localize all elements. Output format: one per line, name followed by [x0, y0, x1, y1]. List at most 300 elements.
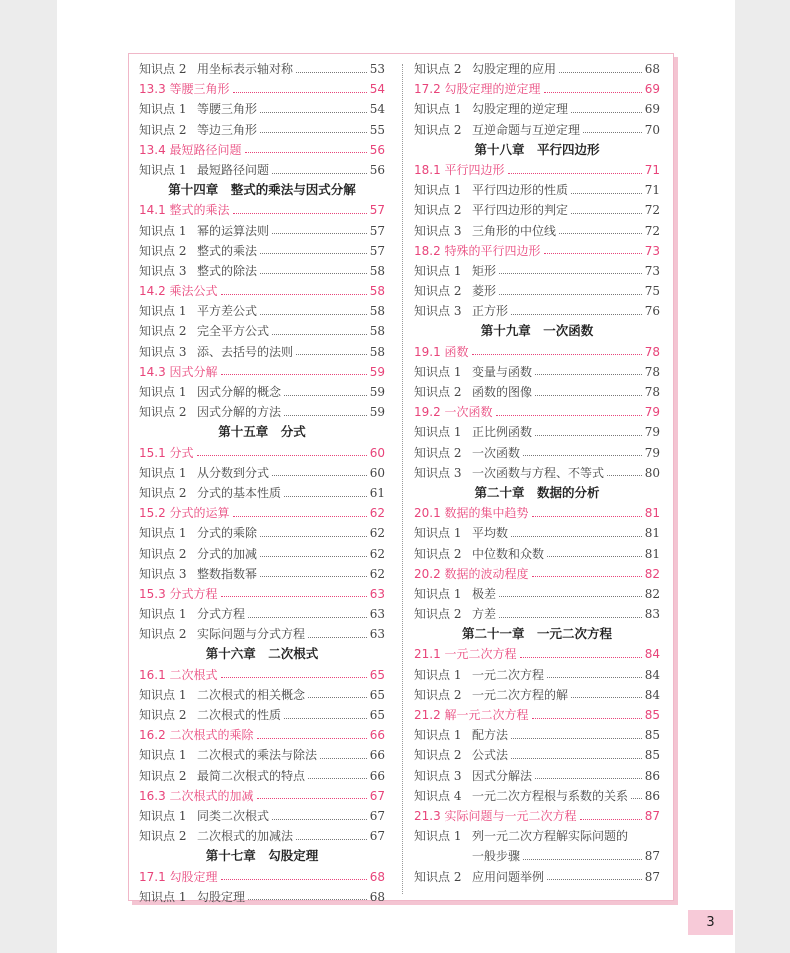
- toc-section-entry[interactable]: [139, 281, 385, 301]
- toc-knowledge-entry[interactable]: [414, 745, 660, 765]
- knowledge-title: 勾股定理: [197, 889, 246, 904]
- page-ref: 79: [644, 425, 660, 440]
- toc-knowledge-entry[interactable]: [414, 59, 660, 79]
- dot-leader: [221, 596, 367, 597]
- section-title: 15.2 分式的运算: [139, 506, 230, 521]
- toc-knowledge-entry[interactable]: [139, 321, 385, 341]
- page-ref: 59: [369, 385, 385, 399]
- knowledge-title: 函数的图像: [472, 385, 533, 399]
- page-number: 3: [688, 910, 733, 935]
- chapter-title: 第十六章 二次根式: [205, 646, 319, 662]
- toc-section-entry[interactable]: [414, 342, 660, 362]
- page-ref: 57: [369, 203, 385, 218]
- dot-leader: [248, 617, 367, 618]
- dot-leader: [535, 435, 642, 436]
- section-title: 17.1 勾股定理: [139, 869, 218, 884]
- page-ref: 80: [644, 465, 660, 480]
- dot-leader: [499, 617, 642, 618]
- toc-knowledge-entry[interactable]: [139, 402, 385, 422]
- toc-frame: [128, 53, 674, 904]
- knowledge-title: 正比例函数: [472, 425, 533, 440]
- knowledge-title-cont: 一般步骤: [472, 849, 521, 864]
- knowledge-title: 因式分解的概念: [197, 385, 282, 399]
- knowledge-label: 知识点 1: [414, 667, 462, 682]
- toc-knowledge-entry[interactable]: [139, 604, 385, 624]
- knowledge-title: 二次根式的乘法与除法: [197, 748, 318, 763]
- dot-leader: [547, 879, 642, 880]
- toc-knowledge-entry[interactable]: [139, 120, 385, 140]
- toc-section-entry[interactable]: [139, 362, 385, 382]
- dot-leader: [535, 395, 642, 396]
- knowledge-title: 变量与函数: [472, 364, 533, 379]
- toc-knowledge-entry[interactable]: [139, 564, 385, 584]
- page-ref: 81: [644, 506, 660, 521]
- knowledge-title: 同类二次根式: [197, 808, 270, 823]
- knowledge-title: 完全平方公式: [197, 324, 270, 339]
- knowledge-label: 知识点 1: [139, 385, 187, 399]
- dot-leader: [547, 677, 642, 678]
- toc-knowledge-entry[interactable]: [139, 624, 385, 644]
- knowledge-title: 用坐标表示轴对称: [197, 62, 294, 76]
- toc-knowledge-entry[interactable]: [414, 523, 660, 543]
- dot-leader: [559, 72, 642, 73]
- dot-leader: [571, 112, 642, 113]
- knowledge-label: 知识点 1: [139, 889, 187, 904]
- page-ref: 70: [644, 122, 660, 137]
- section-title: 21.3 实际问题与一元二次方程: [414, 808, 577, 823]
- knowledge-label: 知识点 1: [414, 183, 462, 198]
- dot-leader: [260, 132, 367, 133]
- toc-knowledge-entry[interactable]: [139, 382, 385, 402]
- dot-leader: [544, 92, 642, 93]
- knowledge-title: 平行四边形的判定: [472, 203, 569, 218]
- chapter-heading: [139, 422, 385, 442]
- chapter-heading: [139, 644, 385, 664]
- knowledge-label: 知识点 3: [139, 263, 187, 278]
- knowledge-title: 因式分解法: [472, 768, 533, 783]
- dot-leader: [308, 637, 367, 638]
- knowledge-title: 等边三角形: [197, 122, 258, 137]
- page-ref: 87: [644, 869, 660, 884]
- chapter-title: 第二十一章 一元二次方程: [461, 626, 612, 642]
- dot-leader: [221, 879, 367, 880]
- dot-leader: [272, 819, 367, 820]
- knowledge-title: 添、去括号的法则: [197, 344, 294, 359]
- dot-leader: [511, 738, 642, 739]
- section-title: 20.2 数据的波动程度: [414, 566, 529, 581]
- toc-knowledge-entry[interactable]: [414, 200, 660, 220]
- knowledge-label: 知识点 2: [414, 445, 462, 460]
- knowledge-label: 知识点 2: [139, 768, 187, 783]
- dot-leader: [284, 496, 367, 497]
- page-ref: 85: [644, 728, 660, 743]
- page-ref: 67: [369, 788, 385, 803]
- toc-section-entry[interactable]: [414, 241, 660, 261]
- dot-leader: [221, 677, 367, 678]
- knowledge-label: 知识点 2: [414, 122, 462, 137]
- page-ref: 68: [369, 889, 385, 904]
- dot-leader: [260, 112, 367, 113]
- dot-leader: [296, 839, 367, 840]
- dot-leader: [532, 718, 642, 719]
- dot-leader: [284, 395, 367, 396]
- dot-leader: [308, 697, 367, 698]
- dot-leader: [233, 213, 367, 214]
- knowledge-label: 知识点 2: [139, 708, 187, 722]
- toc-knowledge-entry[interactable]: [139, 826, 385, 846]
- toc-knowledge-entry[interactable]: [414, 685, 660, 705]
- knowledge-title: 从分数到分式: [197, 465, 270, 480]
- dot-leader: [571, 213, 642, 214]
- knowledge-title: 分式方程: [197, 607, 246, 622]
- knowledge-title: 中位数和众数: [472, 546, 545, 561]
- toc-knowledge-entry[interactable]: [414, 362, 660, 382]
- knowledge-title: 平行四边形的性质: [472, 183, 569, 198]
- knowledge-title: 等腰三角形: [197, 102, 258, 117]
- knowledge-label: 知识点 1: [414, 526, 462, 541]
- page-ref: 87: [644, 808, 660, 823]
- toc-knowledge-entry[interactable]: [139, 766, 385, 786]
- knowledge-label: 知识点 1: [414, 728, 462, 743]
- toc-section-entry[interactable]: [414, 564, 660, 584]
- toc-knowledge-entry[interactable]: [139, 99, 385, 119]
- knowledge-label: 知识点 1: [139, 808, 187, 823]
- dot-leader: [260, 253, 367, 254]
- dot-leader: [580, 819, 642, 820]
- knowledge-title: 二次根式的加减法: [197, 829, 294, 844]
- dot-leader: [511, 758, 642, 759]
- dot-leader: [296, 72, 367, 73]
- toc-knowledge-entry[interactable]: [139, 806, 385, 826]
- knowledge-title: 平方差公式: [197, 304, 258, 319]
- knowledge-label: 知识点 1: [414, 263, 462, 278]
- knowledge-title: 幂的运算法则: [197, 223, 270, 238]
- section-title: 18.2 特殊的平行四边形: [414, 243, 541, 258]
- knowledge-title: 配方法: [472, 728, 509, 743]
- section-title: 13.3 等腰三角形: [139, 82, 230, 97]
- toc-knowledge-entry[interactable]: [139, 59, 385, 79]
- page-ref: 66: [369, 768, 385, 783]
- page-ref: 83: [644, 607, 660, 622]
- page-ref: 58: [369, 263, 385, 278]
- page-ref: 85: [644, 708, 660, 722]
- knowledge-label: 知识点 1: [139, 607, 187, 622]
- chapter-heading: [139, 846, 385, 866]
- page-ref: 58: [369, 284, 385, 299]
- dot-leader: [257, 798, 367, 799]
- toc-knowledge-entry[interactable]: [414, 544, 660, 564]
- page-ref: 85: [644, 748, 660, 763]
- dot-leader: [523, 859, 642, 860]
- dot-leader: [272, 233, 367, 234]
- toc-section-entry[interactable]: [139, 443, 385, 463]
- knowledge-label: 知识点 1: [414, 364, 462, 379]
- knowledge-title: 极差: [472, 586, 497, 601]
- page-ref: 60: [369, 465, 385, 480]
- knowledge-title: 列一元二次方程解实际问题的: [472, 829, 629, 844]
- toc-knowledge-entry[interactable]: [414, 725, 660, 745]
- knowledge-label: 知识点 3: [414, 465, 462, 480]
- knowledge-title: 一次函数与方程、不等式: [472, 465, 605, 480]
- dot-leader: [296, 354, 367, 355]
- toc-knowledge-entry[interactable]: [139, 301, 385, 321]
- knowledge-title: 菱形: [472, 284, 497, 299]
- toc-knowledge-entry[interactable]: [414, 180, 660, 200]
- toc-knowledge-entry[interactable]: [414, 786, 660, 806]
- toc-section-entry[interactable]: [139, 140, 385, 160]
- knowledge-label: 知识点 1: [139, 526, 187, 541]
- toc-knowledge-entry[interactable]: [414, 584, 660, 604]
- page-ref: 62: [369, 566, 385, 581]
- toc-section-entry[interactable]: [139, 79, 385, 99]
- toc-knowledge-entry[interactable]: [414, 867, 660, 887]
- knowledge-label: 知识点 2: [414, 62, 462, 76]
- knowledge-title: 一元二次方程: [472, 667, 545, 682]
- toc-knowledge-entry[interactable]: [139, 544, 385, 564]
- toc-knowledge-entry[interactable]: [414, 120, 660, 140]
- knowledge-label: 知识点 1: [139, 304, 187, 319]
- toc-knowledge-entry[interactable]: [414, 604, 660, 624]
- dot-leader: [511, 314, 642, 315]
- page-ref: 62: [369, 506, 385, 521]
- knowledge-title: 分式的加减: [197, 546, 258, 561]
- toc-knowledge-entry[interactable]: [139, 241, 385, 261]
- knowledge-label: 知识点 1: [414, 102, 462, 117]
- dot-leader: [496, 415, 642, 416]
- toc-knowledge-entry[interactable]: [139, 745, 385, 765]
- toc-section-entry[interactable]: [139, 200, 385, 220]
- section-title: 18.1 平行四边形: [414, 162, 505, 177]
- knowledge-title: 分式的基本性质: [197, 485, 282, 500]
- knowledge-label: 知识点 2: [139, 627, 187, 642]
- page-ref: 59: [369, 405, 385, 420]
- knowledge-title: 分式的乘除: [197, 526, 258, 541]
- knowledge-title: 三角形的中位线: [472, 223, 557, 238]
- knowledge-label: 知识点 2: [139, 546, 187, 561]
- page-ref: 72: [644, 223, 660, 238]
- page-ref: 66: [369, 728, 385, 743]
- toc-knowledge-entry[interactable]: [414, 281, 660, 301]
- knowledge-title: 公式法: [472, 748, 509, 763]
- knowledge-title: 因式分解的方法: [197, 405, 282, 420]
- knowledge-title: 最简二次根式的特点: [197, 768, 306, 783]
- knowledge-title: 二次根式的相关概念: [197, 687, 306, 702]
- chapter-title: 第十四章 整式的乘法与因式分解: [168, 182, 356, 198]
- dot-leader: [523, 455, 642, 456]
- section-title: 14.1 整式的乘法: [139, 203, 230, 218]
- page-ref: 69: [644, 102, 660, 117]
- toc-section-entry[interactable]: [414, 806, 660, 826]
- toc-section-entry[interactable]: [139, 725, 385, 745]
- page-ref: 84: [644, 647, 660, 662]
- knowledge-label: 知识点 1: [414, 425, 462, 440]
- dot-leader: [257, 738, 367, 739]
- toc-knowledge-entry[interactable]: [139, 705, 385, 725]
- page-ref: 58: [369, 344, 385, 359]
- page-ref: 87: [644, 849, 660, 864]
- toc-section-entry[interactable]: [139, 786, 385, 806]
- page-ref: 67: [369, 829, 385, 844]
- page-ref: 78: [644, 385, 660, 399]
- knowledge-label: 知识点 2: [414, 203, 462, 218]
- dot-leader: [472, 354, 642, 355]
- page-ref: 58: [369, 324, 385, 339]
- page-ref: 57: [369, 223, 385, 238]
- knowledge-title: 实际问题与分式方程: [197, 627, 306, 642]
- page-ref: 57: [369, 243, 385, 258]
- knowledge-title: 整式的除法: [197, 263, 258, 278]
- section-title: 14.2 乘法公式: [139, 284, 218, 299]
- knowledge-label: 知识点 2: [414, 546, 462, 561]
- toc-knowledge-entry[interactable]: [414, 382, 660, 402]
- knowledge-title: 应用问题举例: [472, 869, 545, 884]
- toc-section-entry[interactable]: [414, 644, 660, 664]
- dot-leader: [511, 536, 642, 537]
- toc-knowledge-entry-cont[interactable]: [414, 846, 660, 866]
- page-ref: 86: [644, 788, 660, 803]
- dot-leader: [260, 314, 367, 315]
- knowledge-label: 知识点 1: [139, 162, 187, 177]
- knowledge-label: 知识点 2: [139, 485, 187, 500]
- toc-knowledge-entry[interactable]: [414, 99, 660, 119]
- toc-section-entry[interactable]: [139, 665, 385, 685]
- toc-knowledge-entry[interactable]: [414, 301, 660, 321]
- toc-section-entry[interactable]: [414, 503, 660, 523]
- toc-section-entry[interactable]: [139, 584, 385, 604]
- toc-knowledge-entry[interactable]: [414, 221, 660, 241]
- toc-knowledge-entry[interactable]: [139, 342, 385, 362]
- page-ref: 73: [644, 263, 660, 278]
- section-title: 16.2 二次根式的乘除: [139, 728, 254, 743]
- knowledge-label: 知识点 1: [139, 102, 187, 117]
- page-ref: 81: [644, 546, 660, 561]
- toc-section-entry[interactable]: [139, 867, 385, 887]
- dot-leader: [520, 657, 642, 658]
- dot-leader: [508, 173, 642, 174]
- dot-leader: [272, 475, 367, 476]
- page-ref: 63: [369, 586, 385, 601]
- dot-leader: [248, 899, 367, 900]
- toc-section-entry[interactable]: [414, 160, 660, 180]
- toc-knowledge-entry[interactable]: [139, 523, 385, 543]
- dot-leader: [631, 798, 642, 799]
- dot-leader: [532, 516, 642, 517]
- page-ref: 55: [369, 122, 385, 137]
- page-ref: 54: [369, 82, 385, 97]
- toc-knowledge-entry[interactable]: [139, 261, 385, 281]
- toc-knowledge-entry[interactable]: [414, 463, 660, 483]
- knowledge-title: 矩形: [472, 263, 497, 278]
- knowledge-label: 知识点 2: [414, 284, 462, 299]
- toc-section-entry[interactable]: [139, 503, 385, 523]
- page-ref: 60: [369, 445, 385, 460]
- dot-leader: [308, 778, 367, 779]
- dot-leader: [284, 718, 367, 719]
- page-ref: 84: [644, 687, 660, 702]
- knowledge-title: 二次根式的性质: [197, 708, 282, 722]
- toc-knowledge-entry[interactable]: [139, 483, 385, 503]
- knowledge-label: 知识点 2: [139, 324, 187, 339]
- knowledge-title: 正方形: [472, 304, 509, 319]
- dot-leader: [547, 556, 642, 557]
- toc-knowledge-entry[interactable]: [139, 160, 385, 180]
- dot-leader: [260, 556, 367, 557]
- knowledge-label: 知识点 3: [414, 223, 462, 238]
- toc-knowledge-entry[interactable]: [414, 443, 660, 463]
- chapter-heading: [414, 321, 660, 341]
- section-title: 16.3 二次根式的加减: [139, 788, 254, 803]
- page-ref: 68: [369, 869, 385, 884]
- knowledge-label: 知识点 2: [139, 62, 187, 76]
- chapter-heading: [414, 483, 660, 503]
- page-ref: 63: [369, 607, 385, 622]
- page-ref: 68: [644, 62, 660, 76]
- knowledge-title: 方差: [472, 607, 497, 622]
- dot-leader: [272, 173, 367, 174]
- knowledge-label: 知识点 2: [139, 405, 187, 420]
- toc-knowledge-entry[interactable]: [139, 463, 385, 483]
- page-ref: 65: [369, 687, 385, 702]
- toc-knowledge-entry[interactable]: [414, 665, 660, 685]
- knowledge-title: 互逆命题与互逆定理: [472, 122, 581, 137]
- dot-leader: [535, 778, 642, 779]
- dot-leader: [499, 294, 642, 295]
- knowledge-label: 知识点 2: [414, 607, 462, 622]
- chapter-heading: [414, 140, 660, 160]
- chapter-title: 第十五章 分式: [218, 424, 306, 440]
- knowledge-title: 一元二次方程根与系数的关系: [472, 788, 629, 803]
- section-title: 15.3 分式方程: [139, 586, 218, 601]
- toc-section-entry[interactable]: [414, 402, 660, 422]
- dot-leader: [607, 475, 642, 476]
- dot-leader: [233, 92, 367, 93]
- dot-leader: [320, 758, 367, 759]
- knowledge-label: 知识点 1: [139, 687, 187, 702]
- section-title: 20.1 数据的集中趋势: [414, 506, 529, 521]
- toc-knowledge-entry[interactable]: [414, 766, 660, 786]
- toc-knowledge-entry[interactable]: [139, 685, 385, 705]
- page-ref: 69: [644, 82, 660, 97]
- dot-leader: [571, 697, 642, 698]
- toc-section-entry[interactable]: [414, 705, 660, 725]
- toc-knowledge-entry[interactable]: [414, 422, 660, 442]
- page-ref: 66: [369, 748, 385, 763]
- toc-knowledge-entry[interactable]: [139, 221, 385, 241]
- page-ref: 82: [644, 586, 660, 601]
- knowledge-label: 知识点 2: [139, 122, 187, 137]
- knowledge-title: 整式的乘法: [197, 243, 258, 258]
- page-ref: 62: [369, 546, 385, 561]
- dot-leader: [571, 193, 642, 194]
- page-ref: 86: [644, 768, 660, 783]
- knowledge-title: 平均数: [472, 526, 509, 541]
- toc-section-entry[interactable]: [414, 79, 660, 99]
- page-ref: 63: [369, 627, 385, 642]
- page-ref: 82: [644, 566, 660, 581]
- knowledge-label: 知识点 1: [139, 223, 187, 238]
- dot-leader: [583, 132, 642, 133]
- toc-knowledge-entry[interactable]: [414, 826, 660, 846]
- knowledge-label: 知识点 3: [414, 304, 462, 319]
- dot-leader: [245, 152, 367, 153]
- toc-knowledge-entry[interactable]: [139, 887, 385, 907]
- toc-knowledge-entry[interactable]: [414, 261, 660, 281]
- page-ref: 71: [644, 183, 660, 198]
- page-ref: 61: [369, 485, 385, 500]
- page-ref: 72: [644, 203, 660, 218]
- page-ref: 62: [369, 526, 385, 541]
- column-divider: [402, 64, 403, 894]
